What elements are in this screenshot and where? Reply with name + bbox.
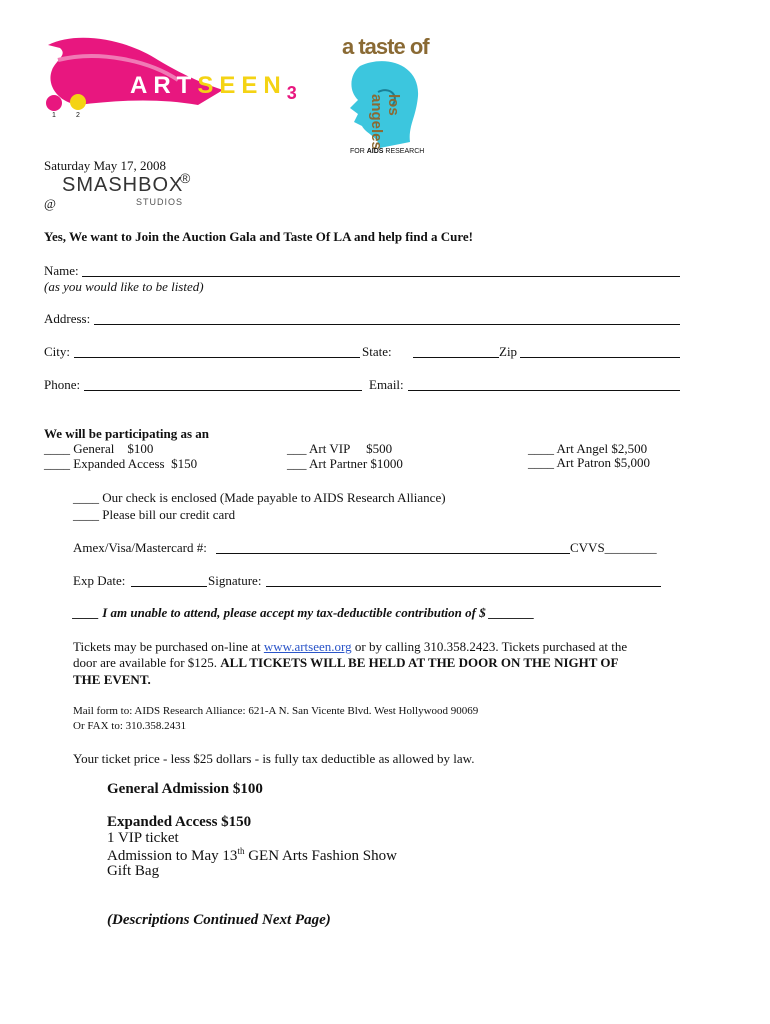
tickets-line-1: Tickets may be purchased on-line at www.artseen.org or by calling 310.358.2423. Tickets purchased at the [73,639,628,654]
at-symbol: @ [44,196,56,211]
signature-label: Signature: [208,573,262,588]
artseen-seen-text: SEEN [197,72,287,99]
event-date: Saturday May 17, 2008 [44,158,167,173]
tickets-line-2: door are available for $125. ALL TICKETS WILL BE HELD AT THE DOOR ON THE NIGHT OF [73,655,619,670]
zip-label: Zip [499,344,518,359]
fashion-show-item: Admission to May 13th GEN Arts Fashion Show [107,846,397,864]
city-field[interactable] [74,357,360,358]
bill-credit-card-option[interactable]: ____ Please bill our credit card [73,507,236,522]
vip-ticket-item: 1 VIP ticket [107,830,179,846]
participation-heading: We will be participating as an [44,426,210,441]
tax-note: Your ticket price - less $25 dollars - is fully tax deductible as allowed by law. [73,751,475,766]
address-field[interactable] [94,324,680,325]
option-expanded-access[interactable]: ____ Expanded Access $150 [44,456,198,471]
general-admission-heading: General Admission $100 [107,781,263,797]
artseen-logo [38,30,328,125]
name-field[interactable] [82,276,680,277]
option-art-partner[interactable]: ___ Art Partner $1000 [287,456,403,471]
option-art-angel[interactable]: ____ Art Angel $2,500 [528,441,648,456]
smashbox-name: SMASHBOX [62,174,184,196]
for-aids-research-text: FOR AIDS RESEARCH [350,148,425,155]
artseen-sub-text: 3 [286,83,303,103]
card-number-field[interactable] [216,553,570,554]
registered-icon: ® [180,170,191,186]
city-label: City: [44,344,71,359]
signature-field[interactable] [266,586,661,587]
dot-label-2: 2 [76,112,80,119]
phone-field[interactable] [84,390,362,391]
option-art-patron[interactable]: ____ Art Patron $5,000 [528,455,651,470]
continued-note: (Descriptions Continued Next Page) [107,912,331,928]
cvvs-label[interactable]: CVVS________ [570,540,657,555]
los-angeles-text: los angeles [368,94,402,150]
smashbox-logo [62,172,202,210]
smashbox-studios: STUDIOS [136,197,184,207]
expanded-access-heading: Expanded Access $150 [107,814,252,830]
zip-field[interactable] [520,357,680,358]
unable-to-attend-option[interactable]: ____ I am unable to attend, please accept my tax-deductible contribution of $ _______ [73,605,535,620]
tickets-line-3: THE EVENT. [73,672,151,687]
email-field[interactable] [408,390,680,391]
name-note: (as you would like to be listed) [44,279,204,294]
headline: Yes, We want to Join the Auction Gala and Taste Of LA and help find a Cure! [44,229,473,244]
taste-of-text: a taste of [342,34,429,59]
email-label: Email: [369,377,404,392]
artseen-art-text: ART [130,72,198,99]
exp-date-label: Exp Date: [73,573,126,588]
yellow-dot-icon [70,94,86,110]
option-general[interactable]: ____ General $100 [44,441,154,456]
dot-label-1: 1 [52,112,56,119]
exp-date-field[interactable] [131,586,207,587]
artseen-website-link[interactable]: www.artseen.org [263,639,352,654]
mail-line-1: Mail form to: AIDS Research Alliance: 621-A N. San Vicente Blvd. West Hollywood 90069 [73,705,479,717]
mail-line-2: Or FAX to: 310.358.2431 [73,720,187,732]
name-label: Name: [44,263,79,278]
card-number-label: Amex/Visa/Mastercard #: [73,540,207,555]
phone-label: Phone: [44,377,81,392]
taste-of-la-logo [340,34,450,159]
state-label: State: [362,344,392,359]
option-art-vip[interactable]: ___ Art VIP $500 [287,441,393,456]
pink-dot-icon [46,95,62,111]
address-label: Address: [44,311,91,326]
check-enclosed-option[interactable]: ____ Our check is enclosed (Made payable to AIDS Research Alliance) [73,490,446,505]
state-field[interactable] [413,357,499,358]
gift-bag-item: Gift Bag [107,863,160,879]
